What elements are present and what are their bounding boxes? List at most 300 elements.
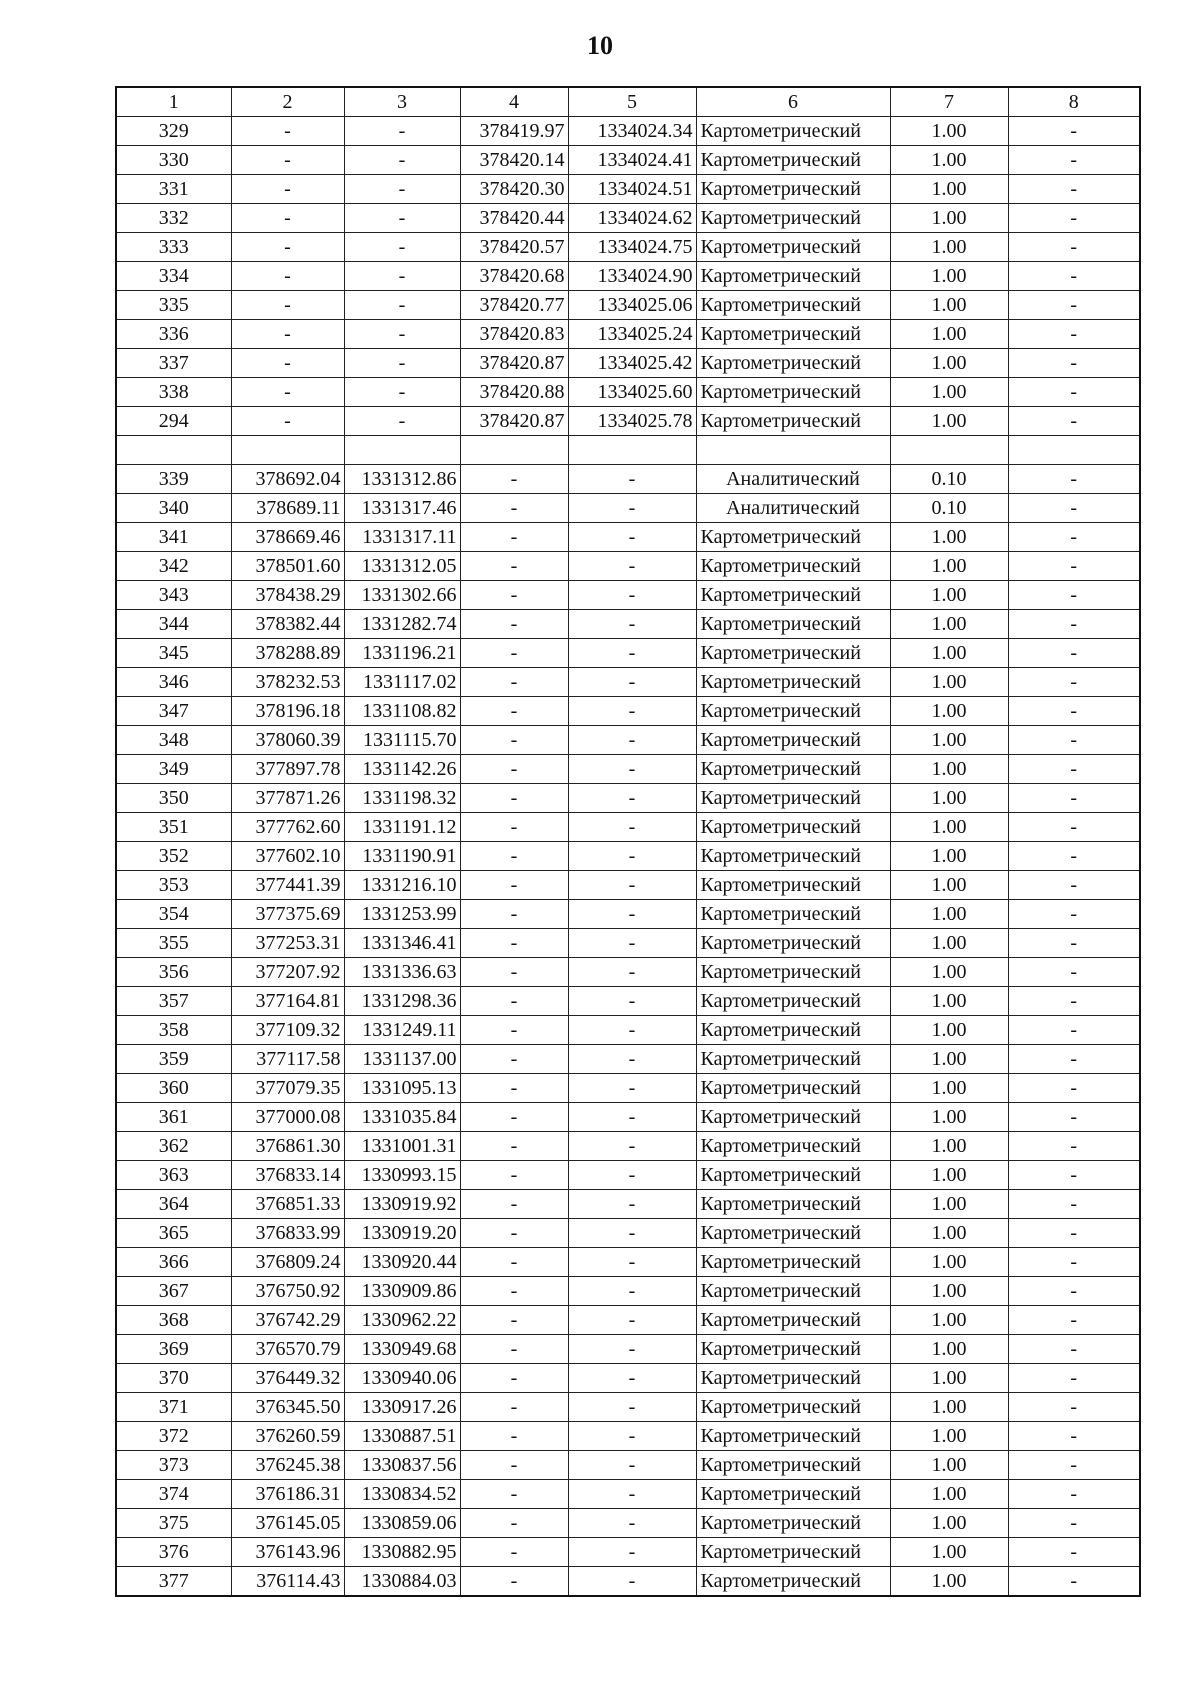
table-cell-col-3: 1331312.05 (344, 552, 460, 581)
table-cell-col-2: 377871.26 (231, 784, 344, 813)
table-row (116, 407, 1140, 436)
table-cell-col-7: 1.00 (890, 958, 1008, 987)
table-cell-col-3: - (344, 407, 460, 436)
table-row (116, 262, 1140, 291)
table-row (116, 1190, 1140, 1219)
table-cell-col-1: 364 (116, 1190, 231, 1219)
table-cell-col-7: 0.10 (890, 494, 1008, 523)
table-cell-col-2: 378232.53 (231, 668, 344, 697)
table-cell-col-6: Картометрический (696, 697, 890, 726)
table-cell-col-8: - (1008, 407, 1140, 436)
table-cell-col-2: - (231, 204, 344, 233)
table-cell-col-7: 1.00 (890, 233, 1008, 262)
table-cell-col-1: 352 (116, 842, 231, 871)
table-cell-col-1: 368 (116, 1306, 231, 1335)
table-cell-col-3: 1331302.66 (344, 581, 460, 610)
table-cell-col-2: 377109.32 (231, 1016, 344, 1045)
table-cell-col-6: Картометрический (696, 842, 890, 871)
table-cell-col-7: 1.00 (890, 1306, 1008, 1335)
table-cell-col-5: 1334025.24 (568, 320, 696, 349)
table-cell-col-7: 1.00 (890, 1045, 1008, 1074)
table-cell-col-1: 343 (116, 581, 231, 610)
table-cell-col-1: 354 (116, 900, 231, 929)
table-cell-col-6: Картометрический (696, 1451, 890, 1480)
table-cell-col-8: - (1008, 755, 1140, 784)
table-cell-col-8: - (1008, 610, 1140, 639)
table-cell-col-1: 331 (116, 175, 231, 204)
table-cell-col-5: - (568, 784, 696, 813)
table-cell-col-5: - (568, 1567, 696, 1597)
table-cell-col-3 (344, 436, 460, 465)
column-header-5: 5 (568, 87, 696, 117)
table-cell-col-2: 376742.29 (231, 1306, 344, 1335)
table-cell-col-2: 376570.79 (231, 1335, 344, 1364)
table-row (116, 436, 1140, 465)
table-cell-col-4: - (460, 523, 568, 552)
table-cell-col-6: Картометрический (696, 1248, 890, 1277)
table-cell-col-4: - (460, 1567, 568, 1597)
column-header-4: 4 (460, 87, 568, 117)
table-header-row (116, 87, 1140, 117)
table-cell-col-1: 332 (116, 204, 231, 233)
table-cell-col-4: - (460, 1219, 568, 1248)
table-cell-col-2: 377602.10 (231, 842, 344, 871)
table-cell-col-3: 1331115.70 (344, 726, 460, 755)
table-row (116, 871, 1140, 900)
table-cell-col-4: - (460, 987, 568, 1016)
table-cell-col-4: - (460, 958, 568, 987)
table-cell-col-1: 329 (116, 117, 231, 146)
table-cell-col-8: - (1008, 523, 1140, 552)
table-cell-col-3: 1331298.36 (344, 987, 460, 1016)
table-cell-col-8: - (1008, 175, 1140, 204)
table-cell-col-1: 345 (116, 639, 231, 668)
table-cell-col-8: - (1008, 1509, 1140, 1538)
table-cell-col-5: 1334024.51 (568, 175, 696, 204)
table-cell-col-8: - (1008, 1016, 1140, 1045)
table-cell-col-3: 1330882.95 (344, 1538, 460, 1567)
table-cell-col-3: 1331117.02 (344, 668, 460, 697)
table-row (116, 523, 1140, 552)
table-cell-col-5: 1334025.78 (568, 407, 696, 436)
table-cell-col-1: 360 (116, 1074, 231, 1103)
table-row (116, 581, 1140, 610)
table-cell-col-3: 1330919.20 (344, 1219, 460, 1248)
table-cell-col-3: 1331317.11 (344, 523, 460, 552)
table-cell-col-4: - (460, 1132, 568, 1161)
table-cell-col-5: - (568, 900, 696, 929)
table-cell-col-6: Картометрический (696, 610, 890, 639)
table-cell-col-6: Аналитический (696, 494, 890, 523)
table-cell-col-3: 1330834.52 (344, 1480, 460, 1509)
table-cell-col-4: - (460, 1190, 568, 1219)
table-row (116, 1161, 1140, 1190)
table-row (116, 639, 1140, 668)
table-cell-col-2: 376861.30 (231, 1132, 344, 1161)
table-cell-col-3: 1331095.13 (344, 1074, 460, 1103)
table-cell-col-3: - (344, 204, 460, 233)
table-cell-col-2: 376833.14 (231, 1161, 344, 1190)
table-cell-col-4: - (460, 668, 568, 697)
table-cell-col-6: Картометрический (696, 784, 890, 813)
table-cell-col-4: 378420.44 (460, 204, 568, 233)
table-cell-col-5: - (568, 581, 696, 610)
table-cell-col-1: 334 (116, 262, 231, 291)
page-number: 10 (587, 31, 613, 60)
table-cell-col-7: 1.00 (890, 1509, 1008, 1538)
table-cell-col-3: 1331249.11 (344, 1016, 460, 1045)
table-cell-col-1: 367 (116, 1277, 231, 1306)
table-cell-col-3: 1330962.22 (344, 1306, 460, 1335)
table-cell-col-1: 348 (116, 726, 231, 755)
table-cell-col-6: Картометрический (696, 726, 890, 755)
table-cell-col-2: - (231, 407, 344, 436)
table-cell-col-8: - (1008, 1480, 1140, 1509)
table-cell-col-5: - (568, 726, 696, 755)
table-cell-col-5: 1334024.62 (568, 204, 696, 233)
table-cell-col-2: 377253.31 (231, 929, 344, 958)
table-row (116, 1306, 1140, 1335)
table-cell-col-7: 1.00 (890, 871, 1008, 900)
table-cell-col-6: Картометрический (696, 1016, 890, 1045)
table-cell-col-6: Картометрический (696, 233, 890, 262)
table-cell-col-4: - (460, 1393, 568, 1422)
table-cell-col-6: Картометрический (696, 1306, 890, 1335)
table-cell-col-2: 376260.59 (231, 1422, 344, 1451)
table-cell-col-5: - (568, 958, 696, 987)
table-cell-col-7: 1.00 (890, 784, 1008, 813)
table-cell-col-7: 1.00 (890, 1248, 1008, 1277)
table-cell-col-7: 1.00 (890, 407, 1008, 436)
table-cell-col-3: 1331346.41 (344, 929, 460, 958)
table-cell-col-8: - (1008, 1277, 1140, 1306)
table-cell-col-7: 1.00 (890, 349, 1008, 378)
table-cell-col-7: 1.00 (890, 146, 1008, 175)
table-cell-col-6: Картометрический (696, 929, 890, 958)
table-cell-col-6: Картометрический (696, 1045, 890, 1074)
table-cell-col-4: - (460, 1161, 568, 1190)
table-row (116, 1509, 1140, 1538)
table-cell-col-6: Картометрический (696, 1567, 890, 1597)
table-cell-col-7: 1.00 (890, 204, 1008, 233)
table-cell-col-5: 1334025.60 (568, 378, 696, 407)
table-row (116, 1480, 1140, 1509)
table-cell-col-8: - (1008, 842, 1140, 871)
table-row (116, 726, 1140, 755)
table-cell-col-5: 1334024.90 (568, 262, 696, 291)
table-cell-col-8: - (1008, 465, 1140, 494)
table-cell-col-5: - (568, 1364, 696, 1393)
table-cell-col-6 (696, 436, 890, 465)
table-cell-col-8: - (1008, 697, 1140, 726)
table-row (116, 755, 1140, 784)
table-cell-col-2: 378196.18 (231, 697, 344, 726)
table-cell-col-8: - (1008, 291, 1140, 320)
table-cell-col-5: - (568, 1161, 696, 1190)
table-cell-col-5: - (568, 1045, 696, 1074)
table-cell-col-7: 1.00 (890, 610, 1008, 639)
table-cell-col-7: 1.00 (890, 639, 1008, 668)
table-row (116, 1045, 1140, 1074)
table-row (116, 813, 1140, 842)
table-cell-col-2: 376833.99 (231, 1219, 344, 1248)
table-cell-col-6: Картометрический (696, 1190, 890, 1219)
table-cell-col-5: - (568, 465, 696, 494)
column-header-1: 1 (116, 87, 231, 117)
table-cell-col-3: 1331196.21 (344, 639, 460, 668)
table-cell-col-1: 342 (116, 552, 231, 581)
table-cell-col-2: 376345.50 (231, 1393, 344, 1422)
table-cell-col-3: 1331216.10 (344, 871, 460, 900)
table-cell-col-1: 335 (116, 291, 231, 320)
table-cell-col-8: - (1008, 117, 1140, 146)
table-cell-col-8: - (1008, 668, 1140, 697)
table-cell-col-7: 1.00 (890, 842, 1008, 871)
table-cell-col-1: 370 (116, 1364, 231, 1393)
table-cell-col-3: 1330837.56 (344, 1451, 460, 1480)
table-cell-col-7: 1.00 (890, 1451, 1008, 1480)
table-cell-col-3: 1331198.32 (344, 784, 460, 813)
table-cell-col-1: 330 (116, 146, 231, 175)
table-cell-col-3: 1330949.68 (344, 1335, 460, 1364)
table-row (116, 117, 1140, 146)
table-cell-col-2: - (231, 291, 344, 320)
table-cell-col-8: - (1008, 1190, 1140, 1219)
table-cell-col-1: 353 (116, 871, 231, 900)
table-cell-col-6: Картометрический (696, 204, 890, 233)
table-cell-col-5: - (568, 494, 696, 523)
column-header-7: 7 (890, 87, 1008, 117)
table-cell-col-8: - (1008, 1132, 1140, 1161)
column-header-3: 3 (344, 87, 460, 117)
table-cell-col-4: - (460, 610, 568, 639)
table-cell-col-3: - (344, 262, 460, 291)
table-cell-col-2: 377897.78 (231, 755, 344, 784)
table-cell-col-5: - (568, 1422, 696, 1451)
table-cell-col-3: 1331001.31 (344, 1132, 460, 1161)
table-cell-col-8: - (1008, 1219, 1140, 1248)
table-cell-col-2: 378060.39 (231, 726, 344, 755)
table-cell-col-2: - (231, 320, 344, 349)
table-cell-col-4: - (460, 581, 568, 610)
table-cell-col-6: Картометрический (696, 1393, 890, 1422)
table-cell-col-8: - (1008, 494, 1140, 523)
table-cell-col-4: - (460, 1335, 568, 1364)
table-cell-col-6: Картометрический (696, 871, 890, 900)
table-row (116, 958, 1140, 987)
table-cell-col-5: - (568, 523, 696, 552)
column-header-8: 8 (1008, 87, 1140, 117)
table-cell-col-5: - (568, 1538, 696, 1567)
table-cell-col-6: Картометрический (696, 1219, 890, 1248)
table-row (116, 320, 1140, 349)
table-cell-col-4: 378420.30 (460, 175, 568, 204)
table-cell-col-3: 1330859.06 (344, 1509, 460, 1538)
table-cell-col-2: 377000.08 (231, 1103, 344, 1132)
table-cell-col-6: Картометрический (696, 1422, 890, 1451)
table-cell-col-4: - (460, 842, 568, 871)
table-cell-col-3: 1330887.51 (344, 1422, 460, 1451)
table-cell-col-5: - (568, 552, 696, 581)
table-row (116, 784, 1140, 813)
table-cell-col-7: 1.00 (890, 755, 1008, 784)
table-cell-col-3: - (344, 320, 460, 349)
table-cell-col-4: - (460, 871, 568, 900)
table-cell-col-1: 363 (116, 1161, 231, 1190)
table-cell-col-5: - (568, 755, 696, 784)
table-row (116, 842, 1140, 871)
table-cell-col-1: 341 (116, 523, 231, 552)
table-cell-col-4: - (460, 465, 568, 494)
table-cell-col-8: - (1008, 639, 1140, 668)
table-cell-col-4: - (460, 1045, 568, 1074)
table-cell-col-3: 1330909.86 (344, 1277, 460, 1306)
table-cell-col-2: 376449.32 (231, 1364, 344, 1393)
table-row (116, 1103, 1140, 1132)
table-cell-col-1: 349 (116, 755, 231, 784)
table-row (116, 1364, 1140, 1393)
table-cell-col-3: - (344, 378, 460, 407)
table-cell-col-7: 1.00 (890, 1103, 1008, 1132)
table-cell-col-2: 378669.46 (231, 523, 344, 552)
table-row (116, 175, 1140, 204)
table-row (116, 1132, 1140, 1161)
table-cell-col-3: 1330917.26 (344, 1393, 460, 1422)
table-cell-col-5: - (568, 1393, 696, 1422)
table-cell-col-3: - (344, 117, 460, 146)
table-cell-col-2: 377207.92 (231, 958, 344, 987)
table-cell-col-5: 1334025.06 (568, 291, 696, 320)
table-cell-col-2: 377441.39 (231, 871, 344, 900)
table-cell-col-4: - (460, 726, 568, 755)
table-cell-col-7: 1.00 (890, 1567, 1008, 1597)
table-cell-col-2: 377762.60 (231, 813, 344, 842)
table-cell-col-1: 294 (116, 407, 231, 436)
table-row (116, 1567, 1140, 1597)
table-row (116, 349, 1140, 378)
table-cell-col-7: 1.00 (890, 929, 1008, 958)
table-row (116, 668, 1140, 697)
table-cell-col-1: 373 (116, 1451, 231, 1480)
table-cell-col-6: Картометрический (696, 813, 890, 842)
table-cell-col-8: - (1008, 784, 1140, 813)
table-cell-col-7: 1.00 (890, 697, 1008, 726)
table-row (116, 291, 1140, 320)
table-cell-col-4: 378420.83 (460, 320, 568, 349)
table-cell-col-2: 376145.05 (231, 1509, 344, 1538)
table-cell-col-3: 1330884.03 (344, 1567, 460, 1597)
table-cell-col-1: 336 (116, 320, 231, 349)
table-cell-col-1: 344 (116, 610, 231, 639)
table-cell-col-6: Картометрический (696, 1509, 890, 1538)
table-cell-col-8: - (1008, 552, 1140, 581)
table-cell-col-8: - (1008, 1306, 1140, 1335)
table-cell-col-3: 1331142.26 (344, 755, 460, 784)
table-cell-col-6: Картометрический (696, 262, 890, 291)
table-cell-col-7: 0.10 (890, 465, 1008, 494)
table-row (116, 552, 1140, 581)
table-cell-col-7: 1.00 (890, 523, 1008, 552)
table-cell-col-8: - (1008, 1335, 1140, 1364)
table-cell-col-1: 374 (116, 1480, 231, 1509)
table-cell-col-3: 1330993.15 (344, 1161, 460, 1190)
table-cell-col-6: Картометрический (696, 117, 890, 146)
coordinates-table (115, 86, 1141, 1597)
table-cell-col-6: Картометрический (696, 552, 890, 581)
table-cell-col-4: - (460, 494, 568, 523)
table-cell-col-5: - (568, 813, 696, 842)
table-row (116, 900, 1140, 929)
table-cell-col-6: Картометрический (696, 523, 890, 552)
table-cell-col-5: 1334025.42 (568, 349, 696, 378)
table-cell-col-3: - (344, 175, 460, 204)
table-cell-col-7: 1.00 (890, 1016, 1008, 1045)
table-cell-col-4: - (460, 1364, 568, 1393)
table-cell-col-4: - (460, 929, 568, 958)
table-cell-col-1: 372 (116, 1422, 231, 1451)
table-cell-col-7: 1.00 (890, 813, 1008, 842)
table-cell-col-8: - (1008, 987, 1140, 1016)
table-cell-col-6: Картометрический (696, 291, 890, 320)
table-cell-col-5: 1334024.34 (568, 117, 696, 146)
table-cell-col-2: - (231, 175, 344, 204)
table-cell-col-8: - (1008, 900, 1140, 929)
table-cell-col-7: 1.00 (890, 1219, 1008, 1248)
table-cell-col-1: 339 (116, 465, 231, 494)
table-cell-col-4 (460, 436, 568, 465)
table-cell-col-2: - (231, 117, 344, 146)
table-cell-col-3: 1331190.91 (344, 842, 460, 871)
table-cell-col-8: - (1008, 233, 1140, 262)
table-cell-col-2 (231, 436, 344, 465)
table-cell-col-1: 371 (116, 1393, 231, 1422)
table-cell-col-2: 377117.58 (231, 1045, 344, 1074)
table-cell-col-6: Картометрический (696, 639, 890, 668)
table-cell-col-8: - (1008, 1103, 1140, 1132)
table-cell-col-5: - (568, 1016, 696, 1045)
table-cell-col-6: Картометрический (696, 987, 890, 1016)
table-cell-col-1: 366 (116, 1248, 231, 1277)
table-row (116, 378, 1140, 407)
table-cell-col-2: 376186.31 (231, 1480, 344, 1509)
table-cell-col-6: Картометрический (696, 1480, 890, 1509)
table-cell-col-5: - (568, 871, 696, 900)
table-cell-col-8: - (1008, 146, 1140, 175)
table-cell-col-2: 376143.96 (231, 1538, 344, 1567)
table-cell-col-4: - (460, 813, 568, 842)
table-cell-col-1: 358 (116, 1016, 231, 1045)
table-row (116, 204, 1140, 233)
table-cell-col-4: - (460, 1451, 568, 1480)
table-cell-col-6: Картометрический (696, 958, 890, 987)
table-cell-col-4: - (460, 1103, 568, 1132)
table-cell-col-7: 1.00 (890, 1335, 1008, 1364)
table-cell-col-6: Картометрический (696, 668, 890, 697)
table-cell-col-1: 376 (116, 1538, 231, 1567)
table-cell-col-1: 357 (116, 987, 231, 1016)
table-cell-col-7: 1.00 (890, 117, 1008, 146)
table-cell-col-1 (116, 436, 231, 465)
table-cell-col-5: - (568, 1509, 696, 1538)
table-cell-col-8: - (1008, 1538, 1140, 1567)
table-cell-col-4: - (460, 697, 568, 726)
table-cell-col-6: Картометрический (696, 378, 890, 407)
table-cell-col-2: - (231, 378, 344, 407)
table-cell-col-6: Картометрический (696, 581, 890, 610)
table-row (116, 697, 1140, 726)
table-cell-col-6: Картометрический (696, 349, 890, 378)
table-cell-col-8: - (1008, 1393, 1140, 1422)
